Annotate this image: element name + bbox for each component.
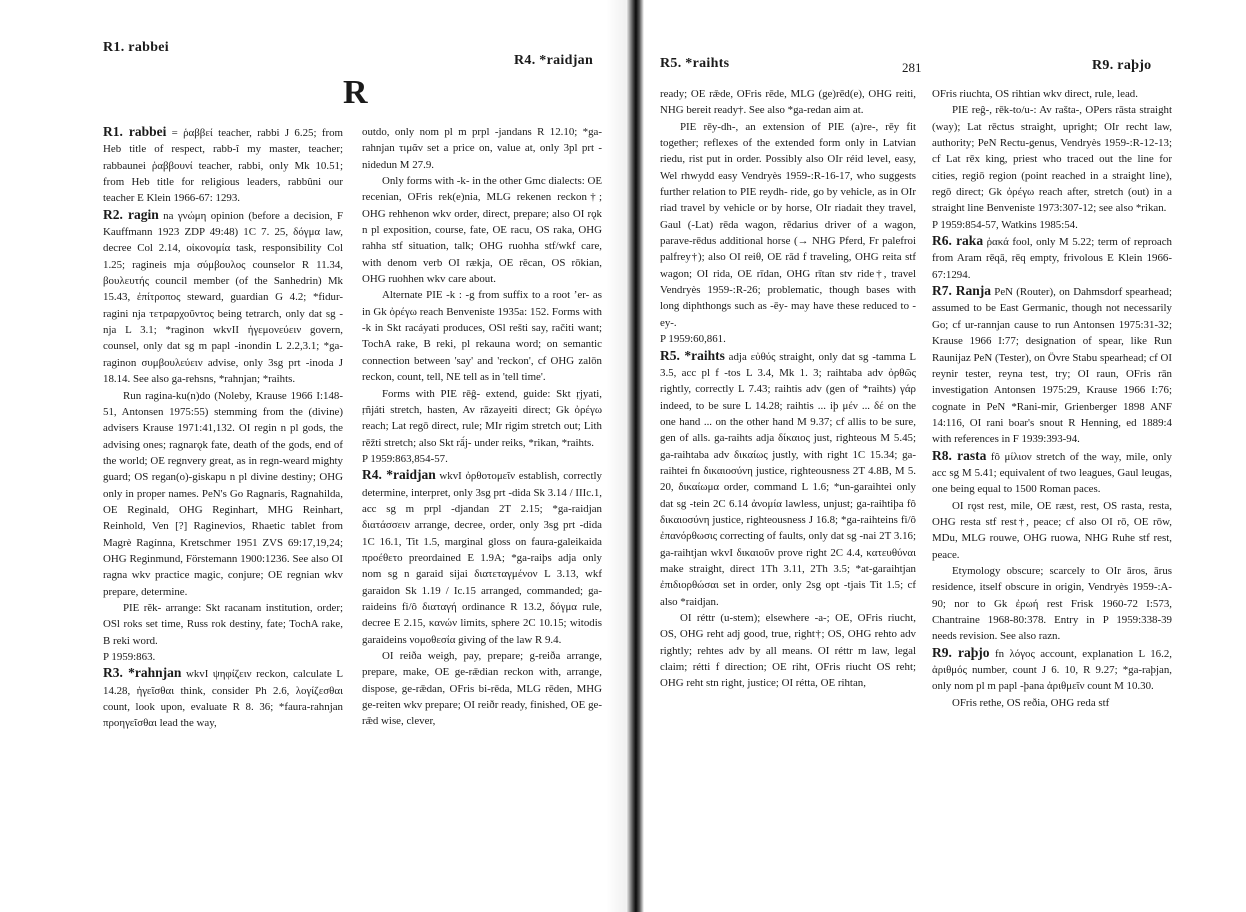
dictionary-entry — [362, 467, 602, 648]
dictionary-entry — [932, 233, 1172, 283]
entry-headword: Ranja — [955, 283, 992, 299]
paragraph: OI reiða weigh, pay, prepare; g-reiða arrange, prepare, make, OE ge-rǣdian reckon with, arrange, dispose, ge-rǣdan, OFris bi-rēda, MLG rēden, MHG ge-reiten wkv prepare; OI reiðr ready, finished, OE ge-rǣd wise, clever, — [362, 650, 602, 728]
continuation-text: P 1959:60,861. — [660, 333, 726, 346]
entry-number: R7. — [932, 283, 956, 299]
paragraph: Alternate PIE -k : -g from suffix to a root ʼer- as in Gk ὀρέγω reach Benveniste 1935a: 152. Forms with -k in Skt racáyati produces, OSl rešti say, račiti want; TochA rake, B reki, pl rekauna word; on semantic connection between 'say' and 'reckon', cf OHG zalōn reckon, count, tell, NE tell as in 'tell time'. — [362, 289, 602, 384]
paragraph: PIE rēy-dh-, an extension of PIE (a)re-, rēy fit together; reflexes of the extended form only in Latvian riedu, rist put in order. Possibly also OIr réid level, easy, Wel rhwydd easy Vendryès 1959-:R-16-17, who suggests further relation to PIE reydh- ride, go by vehicle, as in OIr riad travel by vehicle or by horse, OIr riadait they travel, Gaul (-Lat) rēda wagon, rēdarius driver of a wagon, parave-rēdus additional horse (→ NHG Pferd, Fr palefroi palfrey†); also OI reiθ, OE rād f traveling, OHG reita stf wagon; OI rida, OE rīdan, OHG rītan stv ride†, travel Vendryès 1959-:R-26; problematic, though bases with long diphthongs such as -ēy- may have these reduced to -ey-. — [660, 120, 916, 329]
dictionary-entry — [932, 448, 1172, 498]
entry-text: fô μίλιον stretch of the way, mile, only acc sg M 5.41; equivalent of two leagues, Gaul leugas, one being equal to 1500 Roman paces. — [932, 450, 1172, 496]
right-column-2 — [932, 86, 1172, 912]
paragraph: PIE reĝ-, rēk-to/u-: Av rašta-, OPers rāsta straight (way); Lat rēctus straight, upright; OIr recht law, authority; PeN Rectu-genus, Vendryès 1959-:R-12-13; cf Lat rēx king, priest who traced out the line for cities, regiō region (point reached in a straight line), regō direct; Gk ὀρέγω reach after, stretch (out) in a straight line Benveniste 1973:307-12; see also *rikan. — [932, 104, 1172, 215]
paragraph: Only forms with -k- in the other Gmc dialects: OE recenian, OFris rek(e)nia, MLG rekenen reckon†; OHG rehhenon wkv order, direct, prepare; also OI rǫk n pl exposition, course, fate, OE racu, OS raka, OHG rahha stf situation, talk; OHG ruohha stf/wkf care, with denom verb OI rækja, OE rēcan, OS rōkian, OHG ruohhen wkv care about. — [362, 175, 602, 286]
entry-number: R6. — [932, 233, 957, 249]
entry-number: R4. — [362, 467, 387, 483]
running-head-right: R9. raþjo — [1092, 58, 1152, 73]
entry-headword: *raihts — [684, 347, 725, 363]
dictionary-entry — [103, 207, 343, 388]
running-head-right: R4. *raidjan — [514, 53, 594, 68]
entry-number: R9. — [932, 644, 958, 660]
running-head-left: R5. *raihts — [660, 56, 730, 71]
paragraph: Run ragina-ku(n)do (Noleby, Krause 1966 I:148-51, Antonsen 1975:55) stemming from the (divine) advisers Krause 1971:41,132. OI regin n pl gods, the advising ones; ragnarǫk fate, death of the gods, end of the world; OE regnvery great, as in regn-weard mighty guard; OS regan(o)-giskapu n pl divine destiny; OHG only in proper names. PeN's Go Ragnaris, Ragnahilda, OE Reginald, OHG Reginhart, MHG Reinhart, Reinhold, Ven [?] Raginevios, Rhaetic tablet from Magrè Ragínna, Kretschmer 1951 ZVS 69:17,19,24; OHG Reginmund, Förstemann 1900:1236. See also OI ragna wkv practice magic, conjure; OE regnian wkv prepare, determine. — [103, 389, 343, 598]
left-column-2 — [362, 124, 602, 912]
continuation-text: outdo, only nom pl m prpl -jandans R 12.10; *ga-rahnjan τιμᾶν set a price on, value at, only 3pl prt -nidedun M 27.9. — [362, 126, 602, 171]
continuation-text: P 1959:854-57, Watkins 1985:54. — [932, 218, 1078, 231]
entry-text: fn λόγος account, explanation L 16.2, ἀριθμός number, count J 6. 10, R 9.27; *ga-raþjan, only nom pl m papl -þana ἀριθμεῖν count M 10.30. — [932, 647, 1172, 693]
entry-headword: ragin — [127, 206, 159, 222]
entry-headword: *rahnjan — [128, 665, 182, 681]
running-head-left: R1. rabbei — [103, 40, 169, 55]
entry-number: R1. — [103, 124, 129, 139]
entry-headword: raka — [956, 233, 984, 249]
entry-headword: rasta — [957, 447, 987, 463]
dictionary-entry — [103, 665, 343, 731]
entry-text: = ῥαββεί teacher, rabbi J 6.25; from Heb title of respect, rabb-î my master, teacher; rabbaunei ῥαββουνί teacher, rabbi, only Mk 10.51; from Heb title for religious leaders, rabbûni our teacher E Klein 1966-67: 1293. — [103, 127, 343, 205]
entry-text: adja εὐθύς straight, only dat sg -tamma L 3.5, acc pl f -tos L 3.4, Mk 1. 3; raihtaba adv ὀρθῶς rightly, correctly L 7.43; raihtis adv (gen of *raihts) γάρ indeed, to be sure L 14.28; raihtis ... iþ μέν ... δέ on the one hand ... on the other hand M 9.37; cf allis to be sure, gen of alls. ga-raihts adja δίκαιος just, righteous M 5.45; ga-raihtaba adv δικαίως justly, with right 1C 15.34; ga-raihtei fn δικαιοσύνη justice, righteousness 2T 4.8B, M 5. 20, δικαίωμα order, command L 1.6; *un-garaihtei only dat sg -tein 2C 6.14 ἀνομία lawless, unjust; ga-raihtiþa fô δικαιοσύνη justice, righteousness J 16.8; *ga-raihteins fi/ô ἐπανόρθωσις correcting of faults, only dat sg -nai 2T 3.16; ga-raihtjan wkvI δικαιοῦν prove right 2C 4.4, κατευθύναι make straight, direct 1Th 3.11, 2Th 3.5; *at-garaihtjan ἐπιδιορθώσαι set in order, only 2sg opt -tjais Tit 1.5; cf also *raidjan. — [660, 350, 916, 608]
section-letter: R — [343, 74, 368, 111]
paragraph: OI rǫst rest, mile, OE ræst, rest, OS rasta, resta, OHG resta stf rest†, peace; cf also OI rō, OE rōw, MDu, MLG rouwe, OHG ruowa, NHG Ruhe stf rest, peace. — [932, 499, 1172, 561]
continuation-text: P 1959:863. — [103, 651, 156, 663]
entry-number: R2. — [103, 206, 128, 222]
entry-headword: raþjo — [957, 644, 990, 660]
right-page — [642, 0, 1246, 912]
entry-number: R8. — [932, 447, 958, 463]
entry-text: PeN (Router), on Dahmsdorf spearhead; assumed to be East Germanic, though not necessarily Go; cf ur-rannjan cause to run Antonsen 1975:31-32; Krause 1966 I:77; designation of spear, like Run Raunijaz PeN (Tester), on Övre Stabu spearhead; cf OI reynir tester, reyna test, try; OI raun, OFris rān investigation Antonsen 1975:29, Krause 1966 I:76; cognate in PeN *Rani-mir, Grienberger 1898 ANF 14:116, OI rani boar's snout R Henning, ed 1889:4 with references in F 1939:393-94. — [932, 286, 1172, 446]
left-column-1 — [103, 124, 343, 912]
dictionary-entry — [660, 348, 916, 611]
entry-headword: *raidjan — [386, 467, 436, 483]
entry-text: ῥακά fool, only M 5.22; term of reproach from Aram rēqā, rēq empty, frivolous E Klein 1966-67:1294. — [932, 236, 1172, 281]
paragraph: PIE rĕk- arrange: Skt racanam institution, order; OSl roks set time, Russ rok destiny, fate; TochA rake, B reki word. — [103, 601, 343, 647]
continuation-text: P 1959:863,854-57. — [362, 452, 448, 465]
entry-number: R3. — [103, 665, 129, 681]
gutter-shadow — [606, 0, 626, 912]
entry-headword: rabbei — [128, 124, 167, 139]
entry-text: wkvI ὀρθοτομεῖν establish, correctly determine, interpret, only 3sg prt -dida Sk 3.14 / IIIc.1, acc sg m prpl -djandan 2T 2.15; *ga-raidjan διατάσσειν arrange, decree, order, only 3sg prt -dida 1C 16.1, Tit 1.5, marginal gloss on faura-galeikaida προέθετο preordained E 1.9A; *ga-raiþs adja only nom sg n garaid sijai διατεταγμένον L 3.13, wkf garaidon Sk 1.19 / Ic.15 arranged, commanded; ga-raideins fi/ô διαταγή ordinance R 13.2, δόγμα rule, decree E 2.15, κανών limits, sphere 2C 10.15; witodis garaideins νομοθεσία giving of the law R 9.4. — [362, 470, 602, 646]
entry-text: wkvI ψηφίζειν reckon, calculate L 14.28, ἡγεῖσθαι think, consider Ph 2.6, λογίζεσθαι count, look upon, evaluate R 8. 36; *faura-rahnjan προηγεῖσθαι lead the way, — [103, 668, 343, 730]
paragraph: Forms with PIE rēĝ- extend, guide: Skt ṛjyati, ṛñjáti stretch, hasten, Av rāzayeiti direct; Gk ὀρέγω reach; Lat regō direct, rule; MIr rigim stretch out; Lith rēžti stretch; also Skt rā́j- under reiks, *rikan, *raihts. — [362, 387, 602, 449]
paragraph: OI réttr (u-stem); elsewhere -a-; OE, OFris riucht, OS, OHG reht adj good, true, right†; OS, OHG rehto adv rightly; rehtes adv by all means. OI réttr m law, legal claim; rétti f direction; OE riht, OFris riucht OS reht; OHG reht stn right, justice; OI rétta, OE rihtan, — [660, 612, 916, 690]
page-number: 281 — [902, 60, 922, 75]
entry-number: R5. — [660, 347, 685, 363]
dictionary-entry — [932, 645, 1172, 695]
right-column-1 — [660, 86, 916, 912]
dictionary-entry — [932, 283, 1172, 447]
continuation-text: OFris riuchta, OS rihtian wkv direct, rule, lead. — [932, 88, 1138, 100]
entry-text: na γνώμη opinion (before a decision, F Kauffmann 1923 ZDP 49:48) 1C 7. 25, δόγμα law, decree Col 2.14, οἰκονομία task, responsibility Col 1.25; ragineis mja σύμβουλος counselor R 11.34, βουλευτής council member (of the Sanhedrin) Mk 15.43, ἐπίτροπος steward, guardian G 4.2; *fidur-ragini nja τετραρχοῦντος being tetrarch, only dat sg -nja L 3.1; *raginon wkvII ἡγεμονεύειν govern, counsel, only dat sg m papl -inondin L 2.2,3.1; *ga-raginon συμβουλεύειν advise, only 3sg prt -inoda J 18.14. See also ga-rehsns, *rahnjan; *raihts. — [103, 209, 343, 386]
paragraph: Etymology obscure; scarcely to OIr āros, ārus residence, itself obscure in origin, Vendryès 1959-:A-90; nor to Gk ἐρωή rest Frisk 1960-72 I:573, Chantraine 1968-80:378. Entry in P 1959:338-39 needs revision. See also razn. — [932, 564, 1172, 643]
dictionary-entry — [103, 124, 343, 207]
continuation-text: ready; OE rǣde, OFris rēde, MLG (ge)rēd(e), OHG reiti, NHG bereit ready†. See also *ga-redan aim at. — [660, 88, 916, 117]
paragraph: OFris rethe, OS reðia, OHG reda stf — [952, 696, 1110, 709]
